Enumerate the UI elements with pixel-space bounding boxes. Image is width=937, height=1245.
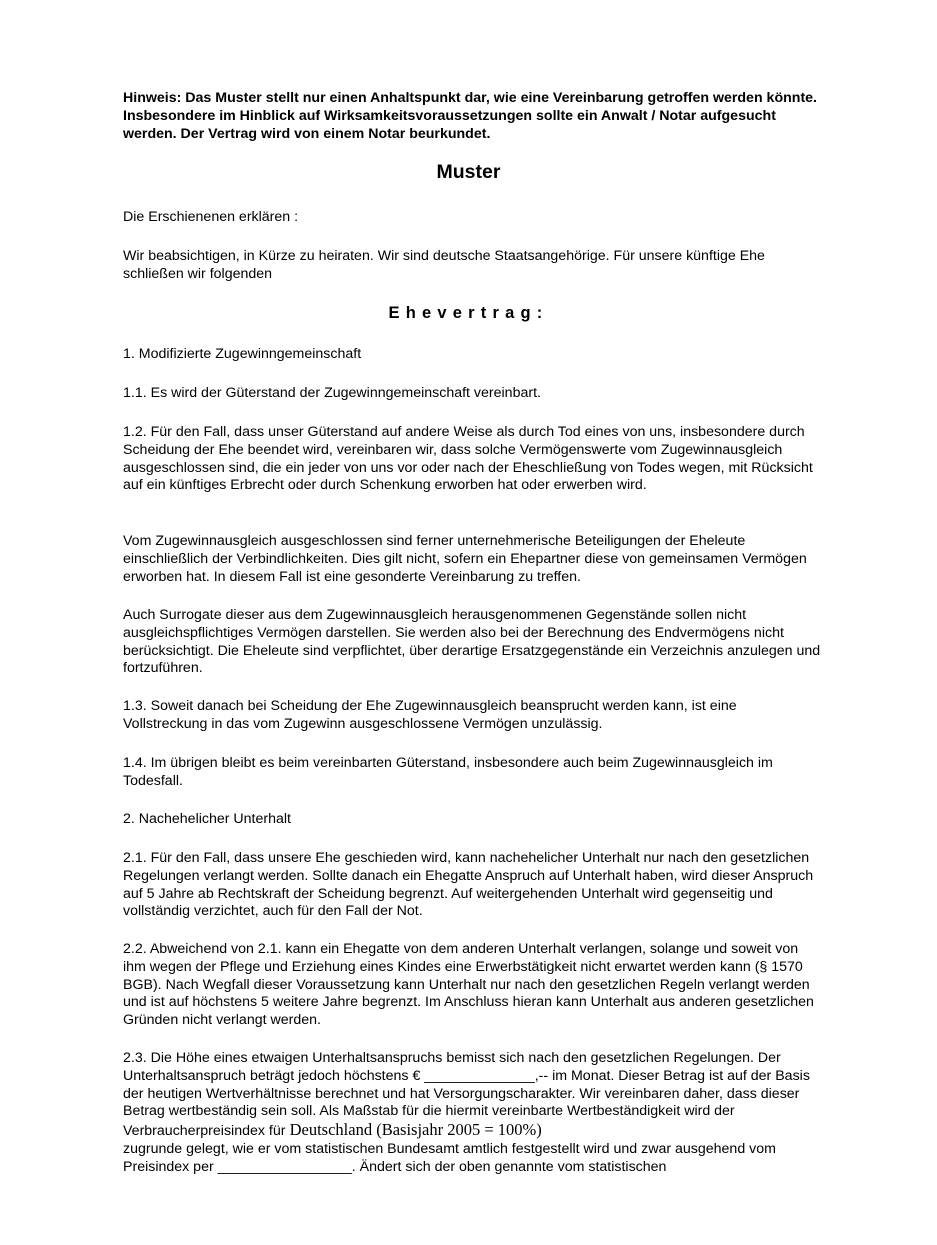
contract-heading: Ehevertrag: xyxy=(388,304,549,322)
paragraph-excluded: Vom Zugewinnausgleich ausgeschlossen sind ferner unternehmerische Beteiligungen der Eheleute einschließlich der Verbindlichkeiten. Dies gilt nicht, sofern ein Ehepartner diese von gemeinsamen Vermögen erworben hat. In diesem Fall ist eine gesonderte Vereinbarung zu treffen. xyxy=(123,533,807,585)
section-2-1: 2.1. Für den Fall, dass unsere Ehe geschieden wird, kann nachehelicher Unterhalt nur nach den gesetzlichen Regelungen verlangt werden. Sollte danach ein Ehegatte Anspruch auf Unterhalt haben, wird dieser Anspruch auf 5 Jahre ab Rechtskraft der Scheidung begrenzt. Auf weitergehenden Unterhalt wird gegenseitig und vollständig verzichtet, auch für den Fall der Not. xyxy=(123,850,814,920)
paragraph-surrogate: Auch Surrogate dieser aus dem Zugewinnausgleich herausgenommenen Gegenstände sollen nicht ausgleichspflichtiges Vermögen darstellen. Sie werden also bei der Berechnung des Endvermögens nicht berücksichtigt. Die Eheleute sind verpflichtet, über derartige Ersatzgegenstände ein Verzeichnis anzulegen und fortzuführen. xyxy=(123,607,821,677)
section-1-4: 1.4. Im übrigen bleibt es beim vereinbarten Güterstand, insbesondere auch beim Zugewinnausgleich im Todesfall. xyxy=(123,755,773,789)
intro-text: Die Erschienenen erklären : xyxy=(123,209,299,225)
page-title: Muster xyxy=(436,161,501,183)
section-2-2: 2.2. Abweichend von 2.1. kann ein Ehegatte von dem anderen Unterhalt verlangen, solange und soweit von ihm wegen der Pflege und Erziehung eines Kindes eine Erwerbstätigkeit nicht erwartet werden kann (§ 1570 BGB). Nach Wegfall dieser Voraussetzung kann Unterhalt nur nach den gesetzlichen Regeln verlangt werden und ist auf höchstens 5 weitere Jahre begrenzt. Im Anschluss hieran kann Unterhalt aus anderen gesetzlichen Gründen nicht verlangt werden. xyxy=(123,941,814,1029)
section-1-heading: 1. Modifizierte Zugewinngemeinschaft xyxy=(123,346,362,362)
section-1-2: 1.2. Für den Fall, dass unser Güterstand auf andere Weise als durch Tod eines von uns, insbesondere durch Scheidung der Ehe beendet wird, vereinbaren wir, dass solche Vermögenswerte vom Zugewinnausgleich ausgeschlossen sind, die ein jeder von uns vor oder nach der Eheschließung von Todes wegen, mit Rücksicht auf ein künftiges Erbrecht oder durch Schenkung erworben hat oder erwerben wird. xyxy=(123,424,813,494)
section-2-3 xyxy=(123,1050,823,1177)
section-2-heading: 2. Nachehelicher Unterhalt xyxy=(123,811,291,827)
notice-text: Hinweis: Das Muster stellt nur einen Anhaltspunkt dar, wie eine Vereinbarung getroffen werden könnte. Insbesondere im Hinblick auf Wirksamkeitsvoraussetzungen sollte ein Anwalt / Notar aufgesucht werden. Der Vertrag wird von einem Notar beurkundet. xyxy=(123,90,818,142)
section-2-3-text-a: 2.3. Die Höhe eines etwaigen Unterhaltsanspruchs bemisst sich nach den gesetzlichen Regelungen. Der Unterhaltsanspruch beträgt jedoch höchstens € ______________,-- im Monat. Dieser Betrag ist auf der Basis der heutigen Wertverhältnisse berechnet und hat Versorgungscharakter. Wir vereinbaren daher, dass dieser Betrag wertbeständig sein soll. Als Maßstab für die hiermit vereinbarte Wertbeständigkeit wird der Verbraucherpreisindex für xyxy=(123,1050,810,1140)
preamble-text: Wir beabsichtigen, in Kürze zu heiraten. Wir sind deutsche Staatsangehörige. Für unsere künftige Ehe schließen wir folgenden xyxy=(123,248,765,282)
section-2-3-serif-text: Deutschland (Basisjahr 2005 = 100%) xyxy=(285,1120,542,1140)
section-1-3: 1.3. Soweit danach bei Scheidung der Ehe Zugewinnausgleich beansprucht werden kann, ist eine Vollstreckung in das vom Zugewinn ausgeschlossene Vermögen unzulässig. xyxy=(123,698,737,732)
section-2-3-text-b: zugrunde gelegt, wie er vom statistischen Bundesamt amtlich festgestellt wird und zwar ausgehend vom Preisindex per _________________. Ändert sich der oben genannte vom statistischen xyxy=(123,1140,776,1175)
section-1-1: 1.1. Es wird der Güterstand der Zugewinngemeinschaft vereinbart. xyxy=(123,385,541,401)
